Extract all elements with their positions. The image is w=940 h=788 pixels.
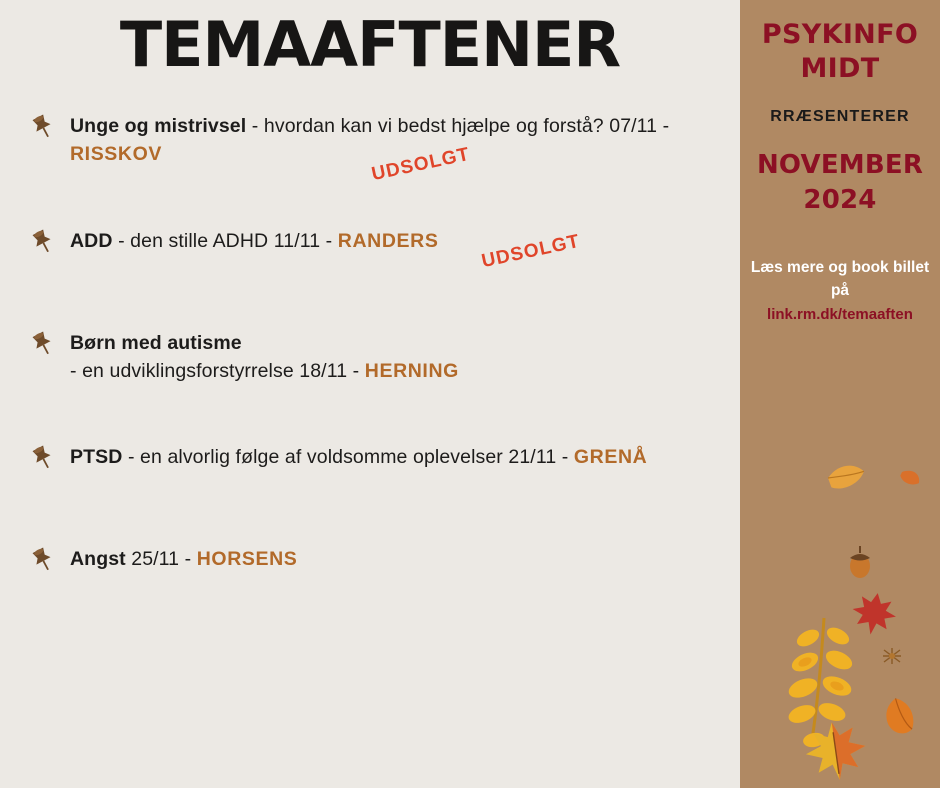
event-title: ADD (70, 229, 113, 252)
booking-info (740, 256, 940, 327)
event-description: - en udviklingsforstyrrelse 18/11 - (70, 359, 365, 382)
list-item[interactable] (26, 545, 740, 589)
event-title: Angst (70, 548, 126, 571)
pushpin-icon (28, 112, 58, 142)
list-item[interactable] (26, 443, 740, 487)
event-text (70, 443, 740, 471)
event-description: - hvordan kan vi bedst hjælpe og forstå? 07/11 - (246, 115, 670, 137)
list-item[interactable] (26, 227, 740, 271)
event-text (70, 545, 740, 573)
event-list (0, 112, 740, 589)
status-badge: UDSOLGT (479, 230, 582, 272)
poster-sidebar (740, 0, 940, 788)
list-item[interactable] (26, 112, 740, 186)
month-label: NOVEMBER (756, 149, 924, 180)
pushpin-icon (28, 443, 58, 473)
autumn-leaves-decoration (740, 440, 940, 788)
presents-label: RRÆSENTERER (770, 107, 910, 125)
pushpin-icon (28, 329, 58, 359)
event-location: RISSKOV (70, 143, 162, 166)
event-description: - en alvorlig følge af voldsomme oplevelser 21/11 - (122, 446, 574, 469)
event-description: - den stille ADHD 11/11 - (112, 229, 338, 252)
list-item[interactable] (26, 329, 740, 386)
month-year (740, 148, 940, 218)
brand-name (740, 0, 940, 86)
pushpin-icon (28, 545, 58, 575)
booking-link[interactable]: link.rm.dk/temaaften (767, 306, 913, 324)
event-location: GRENÅ (573, 446, 648, 469)
event-description: 25/11 - (125, 548, 197, 571)
year-label: 2024 (803, 184, 877, 215)
page-title: TEMAAFTENER (119, 8, 621, 81)
event-location: RANDERS (337, 229, 439, 252)
event-title: Unge og mistrivsel (70, 115, 247, 137)
event-location: HORSENS (196, 548, 298, 571)
status-badge: UDSOLGT (369, 143, 472, 186)
booking-text: Læs mere og book billet på (750, 258, 930, 299)
event-location: HERNING (364, 359, 459, 382)
event-title: Børn med autisme (70, 331, 242, 354)
event-text (70, 329, 740, 386)
brand-line-1: PSYKINFO (761, 19, 919, 50)
brand-line-2: MIDT (800, 52, 880, 84)
event-title: PTSD (70, 446, 123, 469)
pushpin-icon (28, 227, 58, 257)
event-text (70, 227, 740, 255)
